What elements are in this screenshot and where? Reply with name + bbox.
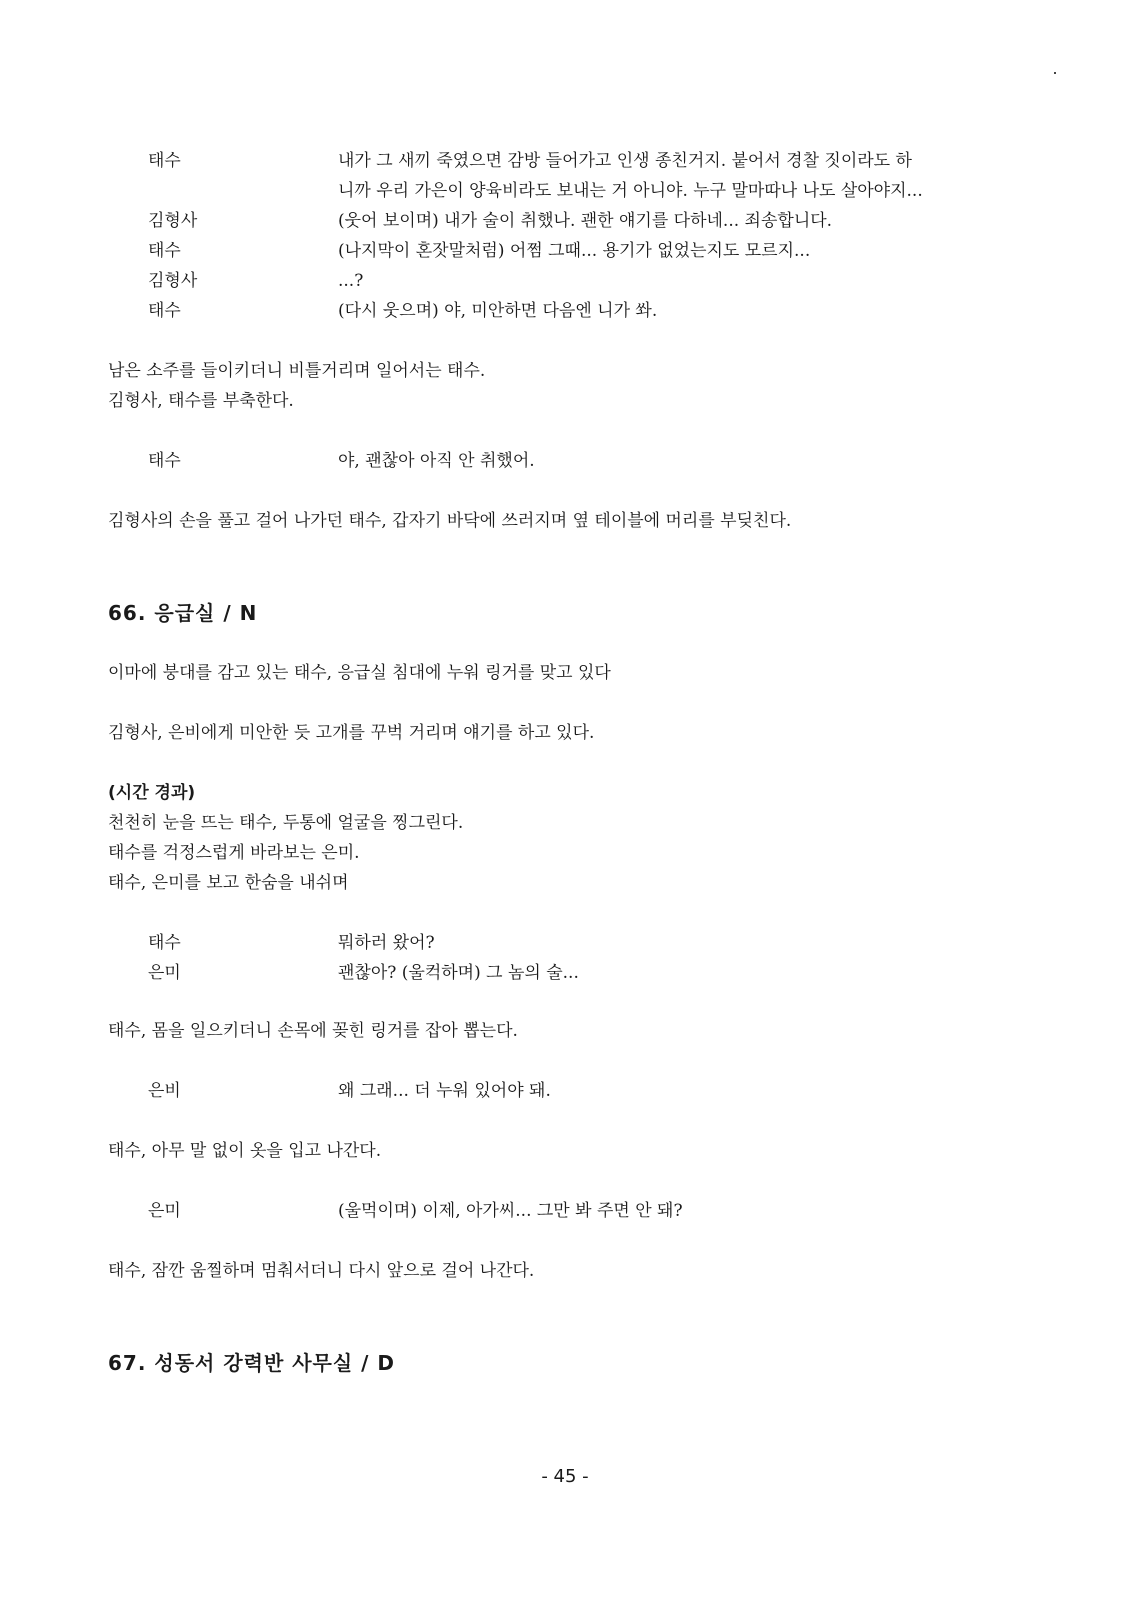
speaker: 은미 bbox=[148, 963, 181, 983]
action-line: 김형사, 태수를 부축한다. bbox=[108, 391, 294, 411]
speaker: 은비 bbox=[148, 1081, 181, 1101]
dialogue-line: 뭐하러 왔어? bbox=[338, 933, 435, 953]
action-line: 태수, 잠깐 움찔하며 멈춰서더니 다시 앞으로 걸어 나간다. bbox=[108, 1261, 535, 1281]
dialogue-row bbox=[148, 928, 1028, 958]
speaker: 은미 bbox=[148, 1201, 181, 1221]
action-line: 천천히 눈을 뜨는 태수, 두통에 얼굴을 찡그린다. bbox=[108, 813, 464, 833]
scene-heading-67: 67. 성동서 강력반 사무실 / D bbox=[108, 1351, 396, 1375]
action-line: 남은 소주를 들이키더니 비틀거리며 일어서는 태수. bbox=[108, 361, 486, 381]
speaker: 김형사 bbox=[148, 211, 198, 231]
dialogue-row bbox=[148, 958, 1028, 988]
dialogue-line: (웃어 보이며) 내가 술이 취했나. 괜한 얘기를 다하네... 죄송합니다. bbox=[338, 211, 833, 231]
action-line: 태수, 은미를 보고 한숨을 내쉬며 bbox=[108, 873, 349, 893]
dialogue-row bbox=[148, 206, 1028, 236]
dialogue-line: 니까 우리 가은이 양육비라도 보내는 거 아니야. 누구 말마따나 나도 살아야지... bbox=[338, 181, 923, 201]
dialogue-row bbox=[148, 446, 1028, 476]
speaker: 태수 bbox=[148, 451, 181, 471]
action-line: 김형사의 손을 풀고 걸어 나가던 태수, 갑자기 바닥에 쓰러지며 옆 테이블에 머리를 부딪친다. bbox=[108, 511, 792, 531]
dialogue-row bbox=[148, 266, 1028, 296]
time-lapse-note: (시간 경과) bbox=[108, 783, 196, 803]
dialogue-block-1 bbox=[148, 146, 1028, 326]
dialogue-row bbox=[148, 1076, 1028, 1106]
dialogue-row bbox=[148, 1196, 1028, 1226]
action-line: 태수를 걱정스럽게 바라보는 은미. bbox=[108, 843, 360, 863]
dialogue-block-4 bbox=[148, 1076, 1028, 1106]
action-line: 태수, 아무 말 없이 옷을 입고 나간다. bbox=[108, 1141, 382, 1161]
speaker bbox=[148, 176, 338, 206]
dialogue-line: (나지막이 혼잣말처럼) 어쩜 그때... 용기가 없었는지도 모르지... bbox=[338, 241, 811, 261]
action-line: 김형사, 은비에게 미안한 듯 고개를 꾸벅 거리며 얘기를 하고 있다. bbox=[108, 723, 595, 743]
dialogue-row bbox=[148, 296, 1028, 326]
dialogue-line: 야, 괜찮아 아직 안 취했어. bbox=[338, 451, 535, 471]
scan-speck bbox=[1054, 72, 1056, 74]
action-line: 태수, 몸을 일으키더니 손목에 꽂힌 링거를 잡아 뽑는다. bbox=[108, 1021, 518, 1041]
scene-heading-66: 66. 응급실 / N bbox=[108, 601, 258, 625]
dialogue-line: 왜 그래... 더 누워 있어야 돼. bbox=[338, 1081, 551, 1101]
dialogue-row bbox=[148, 236, 1028, 266]
dialogue-block-5 bbox=[148, 1196, 1028, 1226]
dialogue-block-3 bbox=[148, 928, 1028, 988]
dialogue-block-2 bbox=[148, 446, 1028, 476]
speaker: 태수 bbox=[148, 301, 181, 321]
dialogue-line: 괜찮아? (울컥하며) 그 놈의 술... bbox=[338, 963, 579, 983]
action-line: 이마에 붕대를 감고 있는 태수, 응급실 침대에 누워 링거를 맞고 있다 bbox=[108, 663, 611, 683]
dialogue-line: 내가 그 새끼 죽였으면 감방 들어가고 인생 종친거지. 붙어서 경찰 짓이라도 하 bbox=[338, 151, 912, 171]
speaker: 태수 bbox=[148, 933, 181, 953]
speaker: 김형사 bbox=[148, 271, 198, 291]
speaker: 태수 bbox=[148, 241, 181, 261]
dialogue-row bbox=[148, 146, 1028, 176]
dialogue-line: (다시 웃으며) 야, 미안하면 다음엔 니가 쏴. bbox=[338, 301, 658, 321]
dialogue-line: ...? bbox=[338, 271, 364, 291]
speaker: 태수 bbox=[148, 151, 181, 171]
dialogue-line: (울먹이며) 이제, 아가씨... 그만 봐 주면 안 돼? bbox=[338, 1201, 683, 1221]
dialogue-row bbox=[148, 176, 1028, 206]
page-number: - 45 - bbox=[541, 1466, 589, 1487]
